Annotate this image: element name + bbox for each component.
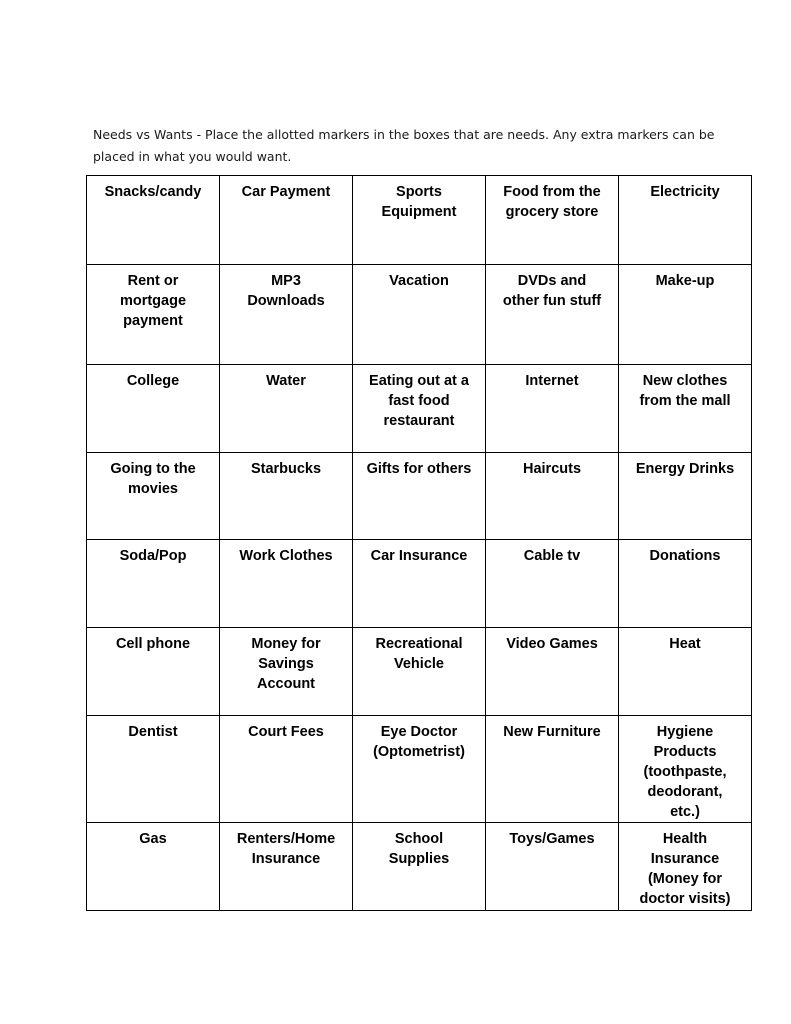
cell-label: Renters/Home Insurance [236,831,336,867]
grid-cell[interactable] [619,540,752,628]
grid-cell[interactable] [353,716,486,823]
grid-cell[interactable] [353,265,486,365]
grid-cell[interactable] [87,365,220,453]
grid-cell[interactable] [353,540,486,628]
grid-cell[interactable] [619,823,752,911]
grid-row [87,176,752,265]
cell-label: Sports Equipment [381,184,457,220]
cell-label: Money for Savings Account [251,636,321,692]
grid-row [87,265,752,365]
cell-label: MP3 Downloads [247,273,325,309]
grid-cell[interactable] [619,365,752,453]
grid-cell[interactable] [353,365,486,453]
cell-label: College [126,373,180,389]
cell-label: Work Clothes [239,548,333,564]
grid-cell[interactable] [486,823,619,911]
grid-cell[interactable] [619,453,752,540]
cell-label: Make-up [655,273,715,289]
cell-label: Car Insurance [370,548,468,564]
cell-label: Health Insurance (Money for doctor visits) [639,831,731,907]
grid-cell[interactable] [87,176,220,265]
grid-cell[interactable] [220,628,353,716]
grid-cell[interactable] [87,265,220,365]
grid-cell[interactable] [486,176,619,265]
grid-cell[interactable] [87,540,220,628]
cell-label: Starbucks [250,461,322,477]
cell-label: Energy Drinks [635,461,735,477]
instructions-line-1: Needs vs Wants - Place the allotted markers in the boxes that are needs. Any extra markers can be [93,127,715,142]
grid-cell[interactable] [619,176,752,265]
instructions-line-2: placed in what you would want. [93,149,292,164]
grid-cell[interactable] [486,365,619,453]
grid-cell[interactable] [220,265,353,365]
grid-cell[interactable] [619,716,752,823]
grid-cell[interactable] [353,823,486,911]
cell-label: Soda/Pop [119,548,187,564]
needs-wants-grid [86,175,752,911]
grid-row [87,823,752,911]
cell-label: Eye Doctor (Optometrist) [373,724,465,760]
grid-cell[interactable] [486,453,619,540]
cell-label: Gas [139,831,167,847]
grid-cell[interactable] [353,453,486,540]
grid-cell[interactable] [220,453,353,540]
cell-label: Vacation [389,273,449,289]
cell-label: Heat [669,636,701,652]
cell-label: Toys/Games [509,831,595,847]
cell-label: Car Payment [241,184,331,200]
grid-cell[interactable] [87,453,220,540]
cell-label: Internet [525,373,579,389]
cell-label: Cell phone [115,636,191,652]
cell-label: Gifts for others [366,461,472,477]
cell-label: Going to the movies [110,461,196,497]
grid-cell[interactable] [353,628,486,716]
cell-label: Electricity [650,184,720,200]
grid-cell[interactable] [220,540,353,628]
cell-label: Food from the grocery store [503,184,601,220]
grid-cell[interactable] [486,628,619,716]
cell-label: Hygiene Products (toothpaste, deodorant, etc.) [643,724,727,820]
cell-label: Eating out at a fast food restaurant [369,373,469,429]
grid-row [87,716,752,823]
cell-label: New clothes from the mall [639,373,731,409]
grid-row [87,628,752,716]
grid-cell[interactable] [220,823,353,911]
cell-label: Recreational Vehicle [375,636,463,672]
cell-label: Snacks/candy [104,184,202,200]
grid-cell[interactable] [486,540,619,628]
grid-cell[interactable] [220,365,353,453]
grid-row [87,365,752,453]
cell-label: New Furniture [503,724,601,740]
grid-cell[interactable] [87,716,220,823]
cell-label: Rent or mortgage payment [119,273,187,329]
cell-label: Water [266,373,306,389]
grid-cell[interactable] [619,628,752,716]
cell-label: Video Games [506,636,598,652]
grid-cell[interactable] [220,176,353,265]
cell-label: Court Fees [248,724,324,740]
grid-cell[interactable] [87,823,220,911]
grid-row [87,540,752,628]
grid-row [87,453,752,540]
cell-label: Donations [649,548,721,564]
cell-label: Haircuts [522,461,582,477]
cell-label: DVDs and other fun stuff [502,273,602,309]
grid-cell[interactable] [619,265,752,365]
cell-label: Cable tv [523,548,581,564]
instructions-text [93,124,733,168]
grid-cell[interactable] [486,716,619,823]
grid-cell[interactable] [220,716,353,823]
cell-label: Dentist [128,724,178,740]
cell-label: School Supplies [388,831,450,867]
grid-cell[interactable] [486,265,619,365]
grid-cell[interactable] [87,628,220,716]
grid-cell[interactable] [353,176,486,265]
